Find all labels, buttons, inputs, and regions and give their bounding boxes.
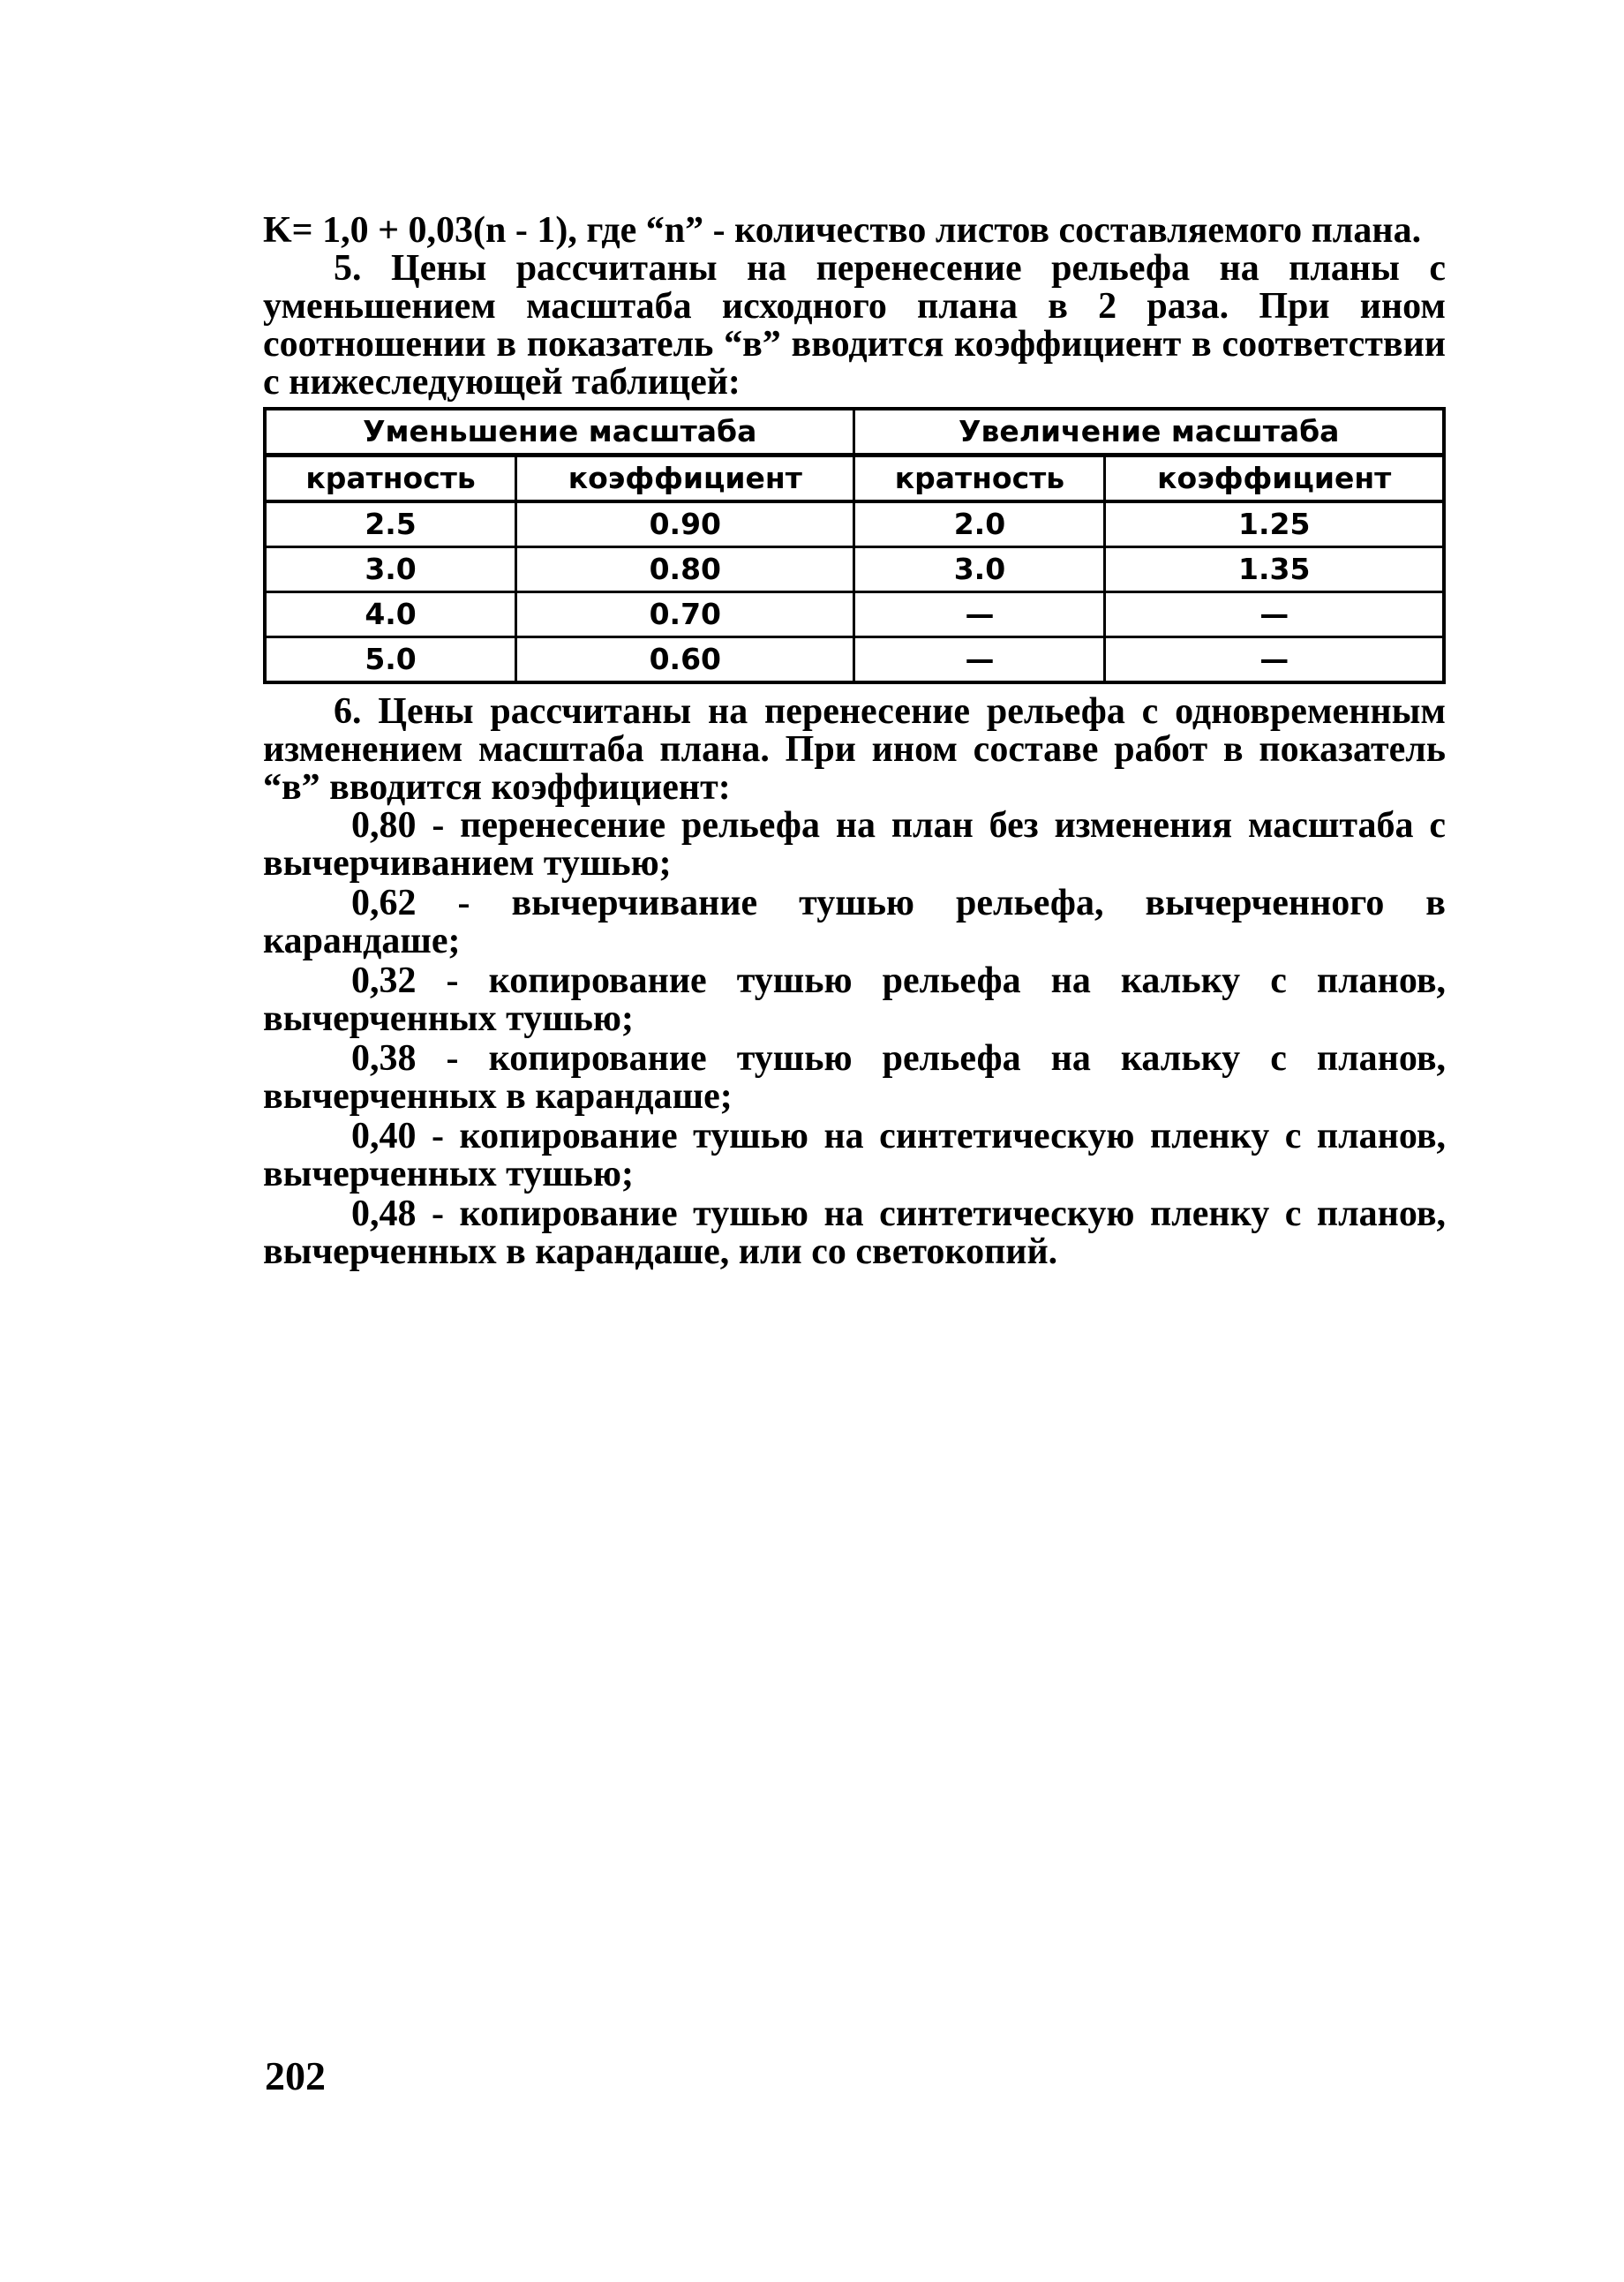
table-sub-header-row <box>265 456 1444 502</box>
table-cell: 0.70 <box>516 592 854 637</box>
list-item: 0,32 - копирование тушью рельефа на кальку с планов, вычерченных тушью; <box>263 960 1446 1039</box>
table-cell: 1.35 <box>1105 547 1444 592</box>
list-item: 0,48 - копирование тушью на синтетическую пленку с планов, вычерченных в карандаше, или со светокопий. <box>263 1194 1446 1272</box>
list-item: 0,62 - вычерчивание тушью рельефа, вычерченного в карандаше; <box>263 883 1446 961</box>
formula-paragraph: K= 1,0 + 0,03(n - 1), где “n” - количество листов составляемого плана. <box>263 210 1422 251</box>
table-cell: 1.25 <box>1105 501 1444 547</box>
coefficient-list <box>263 807 1446 1271</box>
sub-header-ratio: кратность <box>265 456 516 502</box>
table-group-header-row <box>265 409 1444 456</box>
list-item: 0,40 - копирование тушью на синтетическую пленку с планов, вычерченных тушью; <box>263 1116 1446 1194</box>
group-header-enlargement: Увеличение масштаба <box>854 409 1444 456</box>
table-cell: — <box>854 637 1105 683</box>
page-body <box>263 212 1446 1271</box>
table-cell: 2.5 <box>265 501 516 547</box>
table-cell: 4.0 <box>265 592 516 637</box>
table-row <box>265 547 1444 592</box>
scale-coefficient-table <box>263 407 1446 684</box>
table-cell: 0.60 <box>516 637 854 683</box>
page-number: 202 <box>265 2053 326 2098</box>
table-cell: 5.0 <box>265 637 516 683</box>
group-header-reduction: Уменьшение масштаба <box>265 409 854 456</box>
table-cell: — <box>854 592 1105 637</box>
list-item: 0,38 - копирование тушью рельефа на кальку с планов, вычерченных в карандаше; <box>263 1038 1446 1117</box>
table-row <box>265 501 1444 547</box>
table-cell: 3.0 <box>265 547 516 592</box>
table-cell: 2.0 <box>854 501 1105 547</box>
table-cell: 3.0 <box>854 547 1105 592</box>
sub-header-ratio: кратность <box>854 456 1105 502</box>
paragraph-5: 5. Цены рассчитаны на перенесение рельефа на планы с уменьшением масштаба исходного плана в 2 раза. При ином соотношении в показатель “в” вводится коэффициент в соответствии с нижеследующей таблицей: <box>263 248 1446 403</box>
table-cell: — <box>1105 592 1444 637</box>
sub-header-coefficient: коэффициент <box>516 456 854 502</box>
list-item: 0,80 - перенесение рельефа на план без изменения масштаба с вычерчиванием тушью; <box>263 805 1446 884</box>
table-cell: 0.80 <box>516 547 854 592</box>
table-cell: 0.90 <box>516 501 854 547</box>
table-row <box>265 592 1444 637</box>
table-row <box>265 637 1444 683</box>
table-cell: — <box>1105 637 1444 683</box>
sub-header-coefficient: коэффициент <box>1105 456 1444 502</box>
paragraph-6: 6. Цены рассчитаны на перенесение рельефа с одновременным изменением масштаба плана. При ином составе работ в показатель “в” вводится коэффициент: <box>263 691 1446 808</box>
